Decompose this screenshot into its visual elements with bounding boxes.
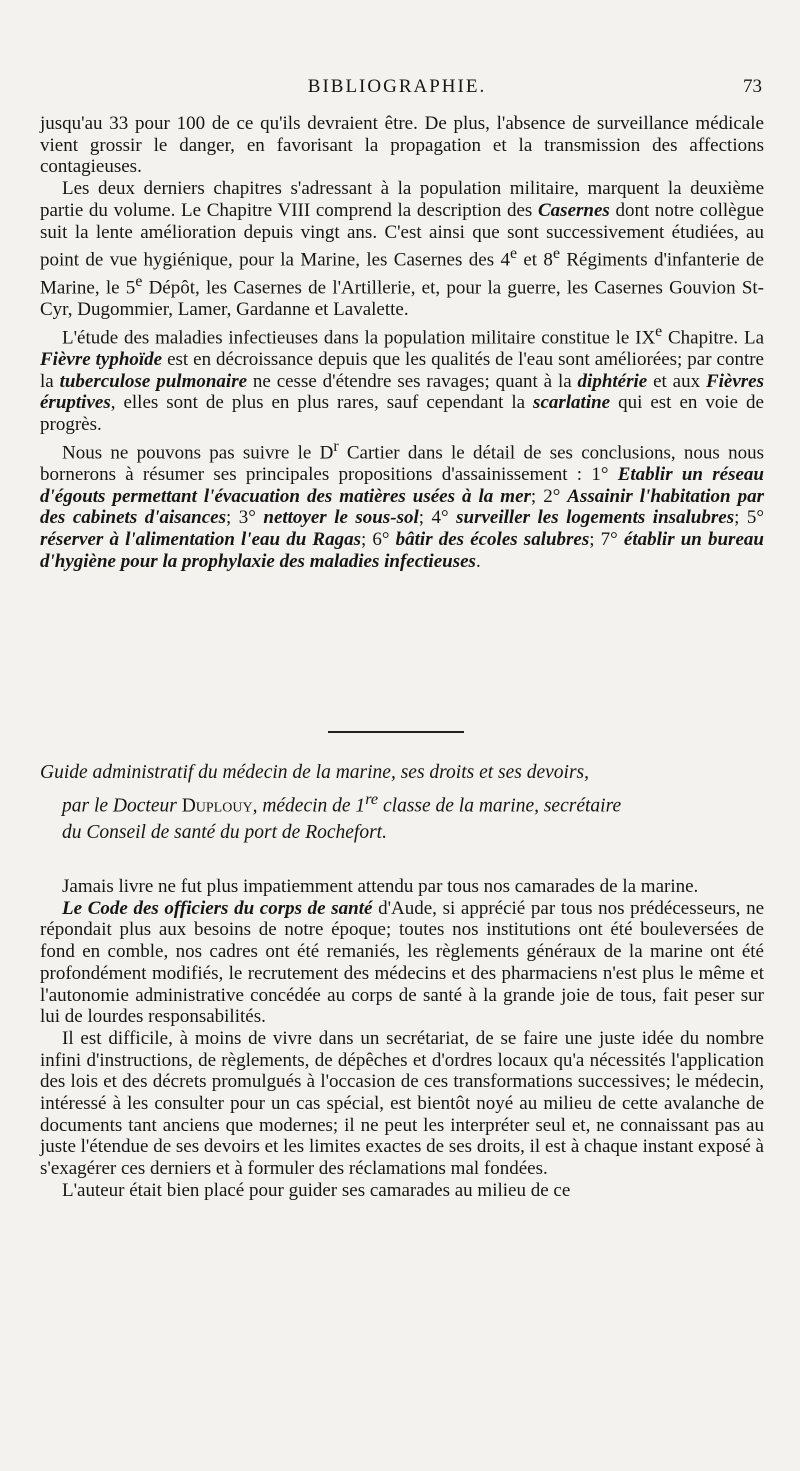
review-continuation	[40, 113, 764, 572]
proposal: réserver à l'alimentation l'eau du Ragas	[40, 528, 361, 550]
paragraph: Les deux derniers chapitres s'adressant à la population militaire, marquent la deuxième partie du volume. Le Chapitre VIII comprend la description des Casernes dont notre collègue suit la lente amélioration depuis vingt ans. C'est ainsi que sont successivement étudiées, au point de vue hygiénique, pour la Marine, les Casernes des 4e et 8e Régiments d'infanterie de Marine, le 5e Dépôt, les Casernes de l'Artillerie, et, pour la guerre, les Casernes Gouvion St-Cyr, Dugommier, Lamer, Gardanne et Lavalette.	[40, 178, 764, 321]
review-title-line: Guide administratif du médecin de la marine, ses droits et ses devoirs,	[40, 762, 590, 783]
proposal: nettoyer le sous-sol	[263, 507, 419, 529]
paragraph: jusqu'au 33 pour 100 de ce qu'ils devraient être. De plus, l'absence de surveillance médicale vient grossir le danger, en favorisant la propagation et la transmission des affections contagieuses.	[40, 113, 764, 178]
emphasis: Fièvre typhoïde	[40, 349, 163, 371]
review-title-line: par le Docteur Duplouy, médecin de 1re classe de la marine, secrétaire	[62, 790, 622, 817]
section-divider	[328, 731, 464, 733]
proposal: bâtir des écoles salubres	[395, 528, 590, 550]
page-header	[32, 72, 762, 102]
paragraph: Nous ne pouvons pas suivre le $D^r$ Cartier dans le détail de ses conclusions, nous nous bornerons à résumer ses principales propositions d'assainissement : 1° Etablir un réseau d'égouts permettant l'évacuation des matières usées à la mer; 2° Assainir l'habitation par des cabinets d'aisances; 3° nettoyer le sous-sol; 4° surveiller les logements insalubres; 5° réserver à l'alimentation l'eau du Ragas; 6° bâtir des écoles salubres; 7° établir un bureau d'hygiène pour la prophylaxie des maladies infectieuses.	[40, 437, 764, 572]
emphasis: scarlatine	[533, 392, 611, 414]
paragraph: Jamais livre ne fut plus impatiemment attendu par tous nos camarades de la marine.	[62, 876, 699, 897]
emphasis: tuberculose pulmonaire	[59, 370, 248, 392]
page-number: 73	[743, 76, 762, 97]
cited-work: Le Code des officiers du corps de santé	[62, 897, 373, 919]
proposal: Etablir un réseau d'égouts permettant l'évacuation des matières usées à la mer	[40, 463, 764, 507]
review-title	[40, 760, 764, 846]
emphasis: Casernes	[538, 199, 610, 221]
paragraph: Le Code des officiers du corps de santé d'Aude, si apprécié par tous nos prédécesseurs, ne répondait plus aux besoins de notre époque; toutes nos institutions ont été bouleversées de fond en comble, nos cadres ont été remaniés, les règlements généraux de la marine ont été profondément modifiés, le recrutement des médecins et des pharmaciens n'est plus le même et l'autonomie administrative concédée au corps de santé à la grande joie de tous, fait peser sur lui de lourdes responsabilités.	[40, 897, 765, 1028]
review-body	[40, 876, 764, 1202]
paragraph: L'étude des maladies infectieuses dans la population militaire constitue le IXe Chapitre. La Fièvre typhoïde est en décroissance depuis que les qualités de l'eau sont améliorées; par contre la tuberculose pulmonaire ne cesse d'étendre ses ravages; quant à la diphtérie et aux Fièvres éruptives, elles sont de plus en plus rares, sauf cependant la scarlatine qui est en voie de progrès.	[40, 322, 765, 436]
proposal: Assainir l'habitation par des cabinets d'aisances	[40, 485, 764, 529]
proposal: établir un bureau d'hygiène pour la prophylaxie des maladies infectieuses	[40, 528, 764, 572]
running-title: BIBLIOGRAPHIE.	[307, 76, 487, 97]
review-title-line: du Conseil de santé du port de Rochefort.	[62, 821, 387, 843]
paragraph: Il est difficile, à moins de vivre dans un secrétariat, de se faire une juste idée du nombre infini d'instructions, de règlements, de dépêches et d'ordres locaux qu'a nécessités l'application des lois et des décrets promulgués à l'occasion de ces transformations successives; le médecin, intéressé à les consulter pour un cas spécial, est bientôt noyé au milieu de cette avalanche de documents tant anciens que modernes; il ne peut les interpréter seul et, ne connaissant pas au juste l'étendue de ses devoirs et les limites exactes de ses droits, il est à chaque instant exposé à s'exagérer ces derniers et à formuler des réclamations mal fondées.	[40, 1027, 764, 1180]
author-name: Duplouy	[181, 795, 253, 817]
paragraph: L'auteur était bien placé pour guider ses camarades au milieu de ce	[62, 1179, 571, 1201]
emphasis: diphtérie	[577, 370, 648, 392]
proposal: surveiller les logements insalubres	[456, 507, 735, 529]
emphasis: Fièvres éruptives	[40, 370, 765, 414]
